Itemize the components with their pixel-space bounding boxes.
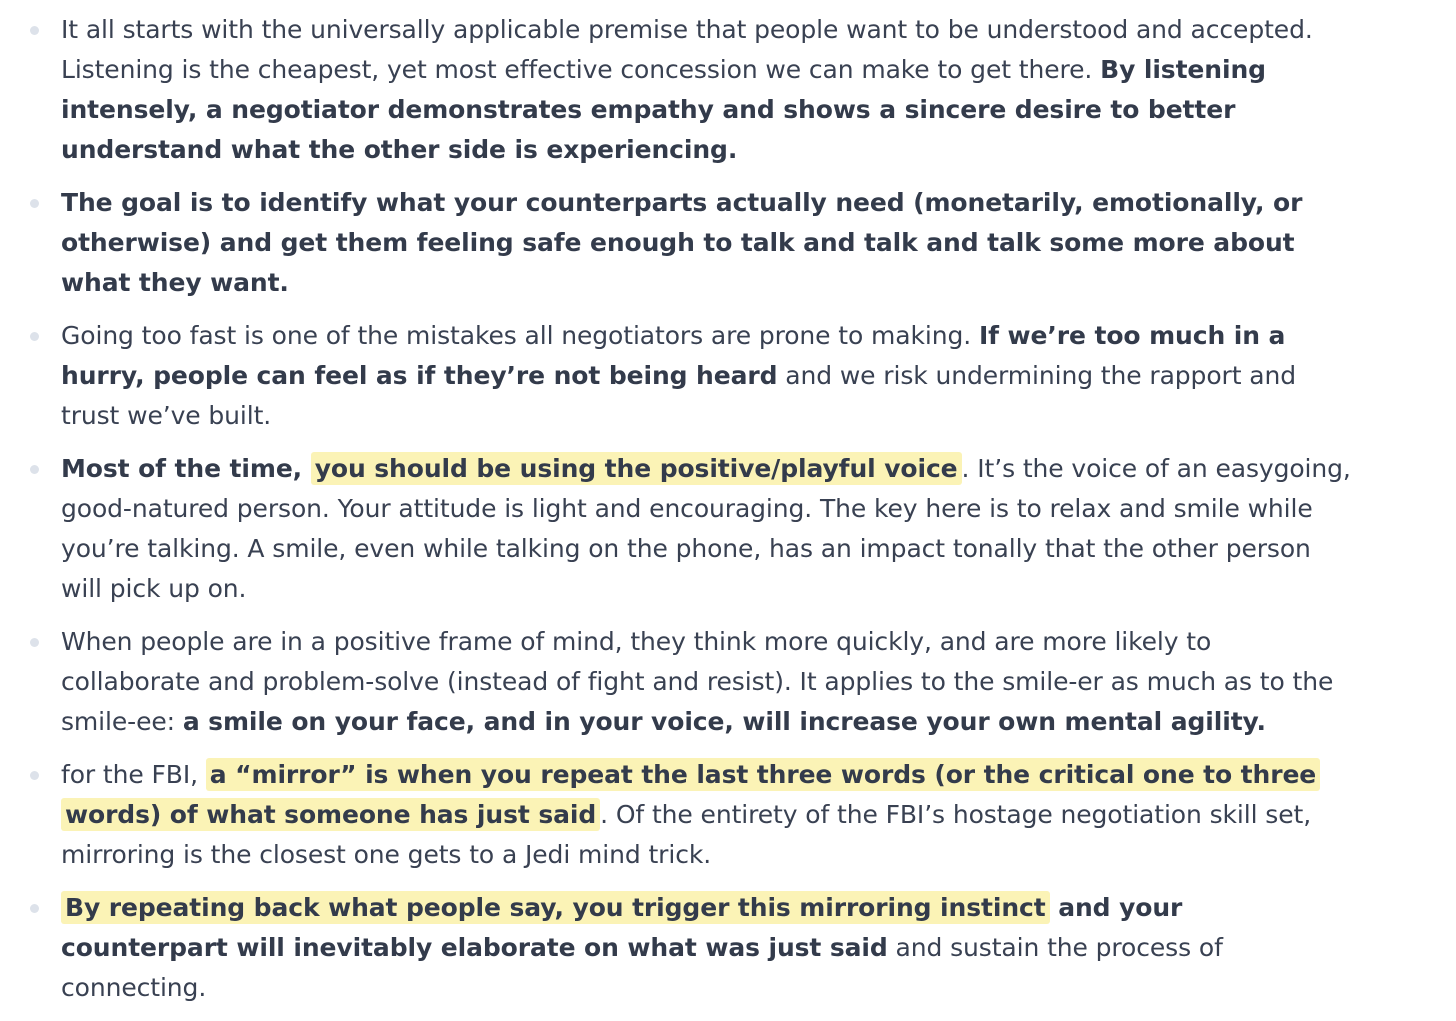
note-text: . It’s the voice of an easygoing, good-natured person. Your attitude is light and encouraging. The key here is to relax and smile while you’re talking. A smile, even while talking on the phone, has an impact tonally that the other person will pick up on.: [61, 454, 1351, 603]
note-bold-text: If we’re too much in a hurry, people can feel as if they’re not being heard: [61, 321, 1286, 390]
bullet-dot-icon: [30, 638, 39, 647]
note-bold-text: and your counterpart will inevitably elaborate on what was just said: [61, 893, 1183, 962]
list-item: [0, 888, 1456, 1008]
bullet-dot-icon: [30, 332, 39, 341]
note-text: and we risk undermining the rapport and trust we’ve built.: [61, 361, 1296, 430]
notes-list: [0, 10, 1456, 1021]
note-text: When people are in a positive frame of mind, they think more quickly, and are more likely to collaborate and problem-solve (instead of fight and resist). It applies to the smile-er as much as to the smile-ee:: [61, 627, 1334, 736]
note-highlight: a “mirror” is when you repeat the last three words (or the critical one to three words) of what someone has just said: [61, 758, 1320, 831]
note-highlight: you should be using the positive/playful voice: [311, 452, 962, 485]
note-bold-text: Most of the time,: [61, 454, 311, 483]
note-bold-text: a smile on your face, and in your voice, will increase your own mental agility.: [182, 707, 1266, 736]
list-item: [0, 10, 1456, 170]
list-item: [0, 755, 1456, 875]
list-item: [0, 449, 1456, 609]
bullet-dot-icon: [30, 465, 39, 474]
note-text: for the FBI,: [61, 760, 206, 789]
list-item: [0, 316, 1456, 436]
note-text: Going too fast is one of the mistakes all negotiators are prone to making.: [61, 321, 979, 350]
list-item: [0, 183, 1456, 303]
note-bold-text: By listening intensely, a negotiator demonstrates empathy and shows a sincere desire to better understand what the other side is experiencing.: [61, 55, 1266, 164]
note-text: . Of the entirety of the FBI’s hostage negotiation skill set, mirroring is the closest one gets to a Jedi mind trick.: [61, 800, 1312, 869]
bullet-dot-icon: [30, 904, 39, 913]
bullet-dot-icon: [30, 26, 39, 35]
list-item: [0, 622, 1456, 742]
bullet-dot-icon: [30, 771, 39, 780]
note-text: It all starts with the universally applicable premise that people want to be understood and accepted. Listening is the cheapest, yet most effective concession we can make to get there.: [61, 15, 1313, 84]
note-bold-text: The goal is to identify what your counterparts actually need (monetarily, emotionally, or otherwise) and get them feeling safe enough to talk and talk and talk some more about what they want.: [61, 188, 1303, 297]
note-text: and sustain the process of connecting.: [61, 933, 1223, 1002]
bullet-dot-icon: [30, 199, 39, 208]
note-highlight: By repeating back what people say, you trigger this mirroring instinct: [61, 891, 1050, 924]
